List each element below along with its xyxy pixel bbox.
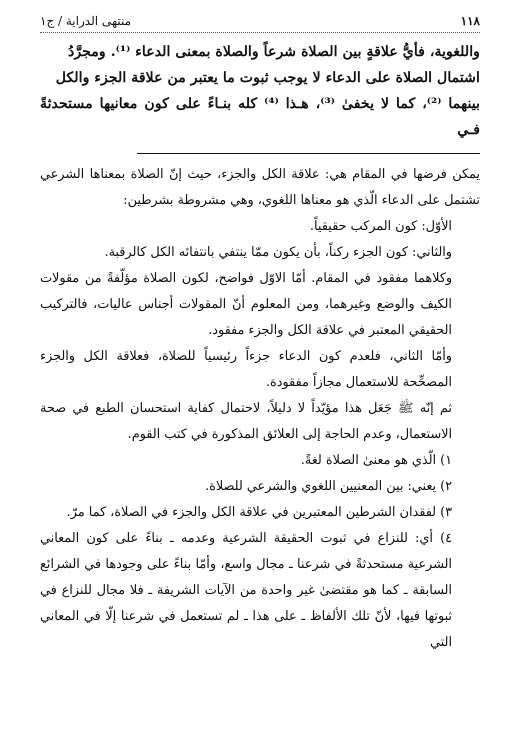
footnote-item: ١) الّذي هو معنىٰ الصلاة لغةً.: [300, 453, 452, 468]
footnote-paragraph: وأمّا الثاني، فلعدم كون الدعاء جزءاً رئيسياً للصلاة، فعلاقة الكل والجزء المصحِّحة للاستعمال مجازاً مفقودة.: [40, 349, 452, 390]
running-title: منتهى الدراية / ج١: [40, 14, 132, 28]
page-header: [40, 12, 480, 33]
main-line: بينهما ⁽²⁾، كما لا يخفىٰ ⁽³⁾، هـذا ⁽⁴⁾ كله بنـاءً على كون معانيها مستحدثةً فـي: [40, 96, 480, 138]
footnote-item: ٤) أي: للنزاع في ثبوت الحقيقة الشرعية وعدمه ـ بناءً على كون المعاني الشرعية مستحدثةً في شرعنا ـ مجال واسع، وأمّا بناءً على وجودها في الشرائع السابقة ـ كما هو مقتضىٰ غير واحدة من الآيات الشريفة ـ فلا مجال للنزاع في ثبوتها فيها، لأنّ تلك الألفاظ ـ على هذا ـ لم تستعمل في شرعنا إلّا في المعاني التي: [40, 531, 452, 650]
main-line: اشتمال الصلاة على الدعاء لا يوجب ثبوت ما يعتبر من علاقة الجزء والكل: [55, 70, 480, 86]
footnotes: [40, 162, 480, 656]
footnote-paragraph: وكلاهما مفقود في المقام. أمّا الاوّل فواضح، لكون الصلاة مؤلّفةً من مقولات الكيف والوضع وغيرهما، ومن المعلوم أنّ المقولات أجناس عاليات، فالتركيب الحقيقي المعتبر في علاقة الكل والجزء مفقود.: [40, 271, 452, 338]
footnote-paragraph: يمكن فرضها في المقام هي: علاقة الكل والجزء، حيث إنّ الصلاة بمعناها الشرعي تشتمل على الدعاء الّذي هو معناها اللغوي، وهي مشروطة بشرطين:: [40, 167, 480, 208]
footnote-paragraph: الأوّل: كون المركب حقيقياً.: [309, 219, 452, 234]
footnote-separator: [137, 153, 480, 154]
main-line: واللغوية، فأيُّ علاقةٍ بين الصلاة شرعاً والصلاة بمعنى الدعاء ⁽¹⁾. ومجرَّدُ: [68, 44, 480, 60]
footnote-paragraph: والثاني: كون الجزء ركناً، بأن يكون ممّا ينتفي بانتفائه الكل كالرقبة.: [104, 245, 452, 260]
footnote-item: ٣) لفقدان الشرطين المعتبرين في علاقة الكل والجزء في الصلاة، كما مرّ.: [66, 505, 452, 520]
page-number: ١١٨: [460, 14, 480, 28]
footnote-item: ٢) يعني: بين المعنيين اللغوي والشرعي للصلاة.: [205, 479, 452, 494]
main-text: [40, 39, 480, 143]
footnote-paragraph: ثم إنّه ﷺ جَعَل هذا مؤيّداً لا دليلاً، لاحتمال كفاية استحسان الطبع في صحة الاستعمال، وعدم الحاجة إلى العلائق المذكورة في كتب القوم.: [40, 401, 452, 442]
